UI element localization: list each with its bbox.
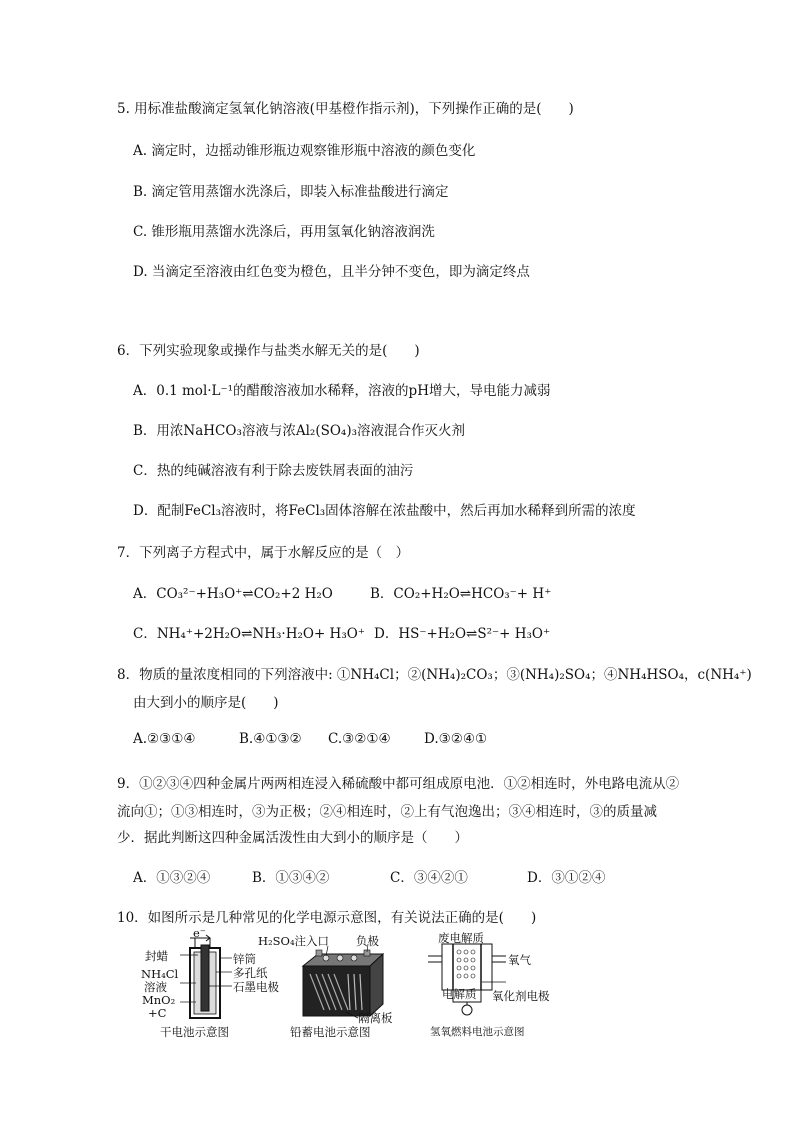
q8-option-d: D.③②④① [424,731,488,747]
dry-cell-paper-label: 多孔纸 [233,966,268,980]
q7-option-b: B．CO₂+H₂O⇌HCO₃⁻+ H⁺ [370,586,552,602]
lead-acid-negative-label: 负极 [356,934,379,948]
q9-option-c: C．③④②① [390,870,468,886]
dry-cell-graphite-label: 石墨电极 [233,980,279,994]
lead-acid-caption: 铅蓄电池示意图 [290,1025,371,1039]
q7-option-a: A．CO₃²⁻+H₃O⁺⇌CO₂+2 H₂O [133,586,333,602]
q5-option-a: A. 滴定时，边摇动锥形瓶边观察锥形瓶中溶液的颜色变化 [133,143,476,159]
dry-cell-solution-label: 溶液 [144,980,167,994]
dry-cell-wax-label: 封蜡 [145,949,168,963]
dry-cell-caption: 干电池示意图 [160,1025,229,1039]
q7-stem: 7．下列离子方程式中，属于水解反应的是（ ） [117,545,410,561]
battery-diagrams [140,926,560,1040]
q9-option-b: B．①③④② [252,870,330,886]
q5-option-c: C. 锥形瓶用蒸馏水洗涤后，再用氢氧化钠溶液润洗 [133,224,435,240]
fuel-cell-waste-label: 废电解质 [438,931,484,945]
fuel-cell-electrolyte-label: 电解质 [442,987,477,1001]
q6-stem: 6．下列实验现象或操作与盐类水解无关的是( ) [117,343,420,359]
q5-option-b: B. 滴定管用蒸馏水洗涤后，即装入标准盐酸进行滴定 [133,184,449,200]
q9-stem-line1: 9．①②③④四种金属片两两相连浸入稀硫酸中都可组成原电池．①②相连时，外电路电流从② [117,776,680,792]
q6-option-d: D．配制FeCl₃溶液时，将FeCl₃固体溶解在浓盐酸中，然后再加水稀释到所需的浓度 [133,503,636,519]
dry-cell-zinc-label: 锌筒 [233,952,256,966]
q5-stem: 5. 用标准盐酸滴定氢氧化钠溶液(甲基橙作指示剂)，下列操作正确的是( ) [117,101,574,117]
q8-stem-line2: 由大到小的顺序是( ) [133,695,279,711]
q8-option-a: A.②③①④ [133,731,196,747]
q7-option-c: C．NH₄⁺+2H₂O⇌NH₃·H₂O+ H₃O⁺ [133,626,365,642]
fuel-cell-diagram [428,930,558,1040]
fuel-cell-electrode-label: 氧化剂电极 [492,989,550,1003]
q10-stem: 10．如图所示是几种常见的化学电源示意图，有关说法正确的是( ) [117,910,537,926]
q8-option-c: C.③②①④ [328,731,391,747]
q9-option-a: A．①③②④ [133,870,211,886]
fuel-cell-caption: 氢氧燃料电池示意图 [430,1026,525,1038]
dry-cell-carbon-label: +C [148,1006,167,1020]
fuel-cell-oxygen-label: 氧气 [508,953,531,967]
lead-acid-separator-label: 隔离板 [358,1011,393,1025]
lead-acid-inlet-label: H₂SO₄注入口 [258,934,330,948]
dry-cell-nh4cl-label: NH₄Cl [141,967,179,981]
q9-option-d: D．③①②④ [527,870,606,886]
dry-cell-mno2-label: MnO₂ [142,993,176,1007]
q6-option-b: B．用浓NaHCO₃溶液与浓Al₂(SO₄)₃溶液混合作灭火剂 [133,423,466,439]
q6-option-a: A．0.1 mol·L⁻¹的醋酸溶液加水稀释，溶液的pH增大，导电能力减弱 [133,383,551,399]
dry-cell-electron-label: e⁻ [193,926,206,940]
q8-stem-line1: 8．物质的量浓度相同的下列溶液中: ①NH₄Cl；②(NH₄)₂CO₃；③(NH₄)₂SO₄；④NH₄HSO₄，c(NH₄⁺) [117,667,752,683]
q5-option-d: D. 当滴定至溶液由红色变为橙色，且半分钟不变色，即为滴定终点 [133,264,530,280]
q6-option-c: C．热的纯碱溶液有利于除去废铁屑表面的油污 [133,463,414,479]
lead-acid-diagram [258,930,408,1040]
q9-stem-line2: 流向①；①③相连时，③为正极；②④相连时，②上有气泡逸出；③④相连时，③的质量减 [117,804,657,820]
q8-option-b: B.④①③② [239,731,302,747]
q7-option-d: D．HS⁻+H₂O⇌S²⁻+ H₃O⁺ [374,626,551,642]
q9-stem-line3: 少．据此判断这四种金属活泼性由大到小的顺序是（ ） [117,830,468,846]
